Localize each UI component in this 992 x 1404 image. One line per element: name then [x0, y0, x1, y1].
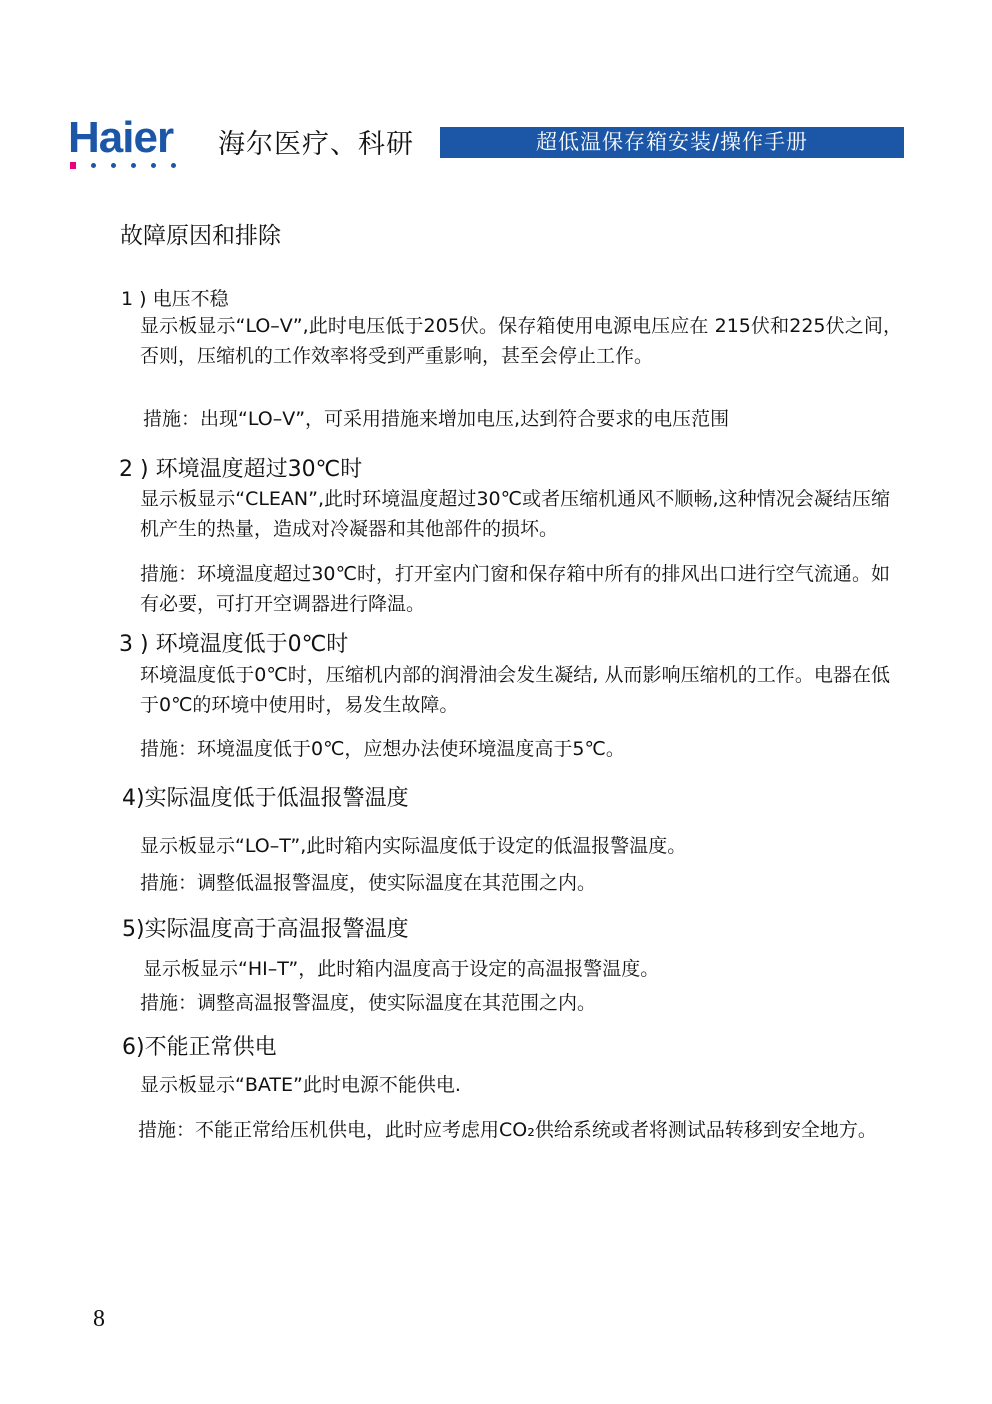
manual-title-bar: 超低温保存箱安装/操作手册 — [440, 127, 904, 158]
item-3-description: 环境温度低于0℃时，压缩机内部的润滑油会发生凝结, 从而影响压缩机的工作。电器在低于0℃的环境中使用时，易发生故障。 — [140, 664, 890, 716]
logo-dot — [111, 163, 116, 168]
item-6-heading: 6)不能正常供电 — [122, 1035, 277, 1060]
item-5-measure: 措施：调整高温报警温度，使实际温度在其范围之内。 — [140, 992, 597, 1014]
item-4-heading: 4)实际温度低于低温报警温度 — [122, 786, 409, 811]
item-3-heading: 3 ) 环境温度低于0℃时 — [119, 632, 349, 657]
page-number: 8 — [93, 1306, 105, 1332]
logo-dot — [151, 163, 156, 168]
logo-wordmark: Haier — [68, 113, 174, 162]
item-1-description: 显示板显示“LO–V”,此时电压低于205伏。保存箱使用电源电压应在 215伏和225伏之间，否则，压缩机的工作效率将受到严重影响，甚至会停止工作。 — [140, 315, 902, 367]
item-1-heading: 1 ) 电压不稳 — [121, 288, 229, 310]
item-6-measure: 措施：不能正常给压机供电，此时应考虑用CO₂供给系统或者将测试品转移到安全地方。 — [138, 1119, 877, 1141]
item-5-description: 显示板显示“HI–T”，此时箱内温度高于设定的高温报警温度。 — [143, 958, 660, 980]
item-4-measure: 措施：调整低温报警温度，使实际温度在其范围之内。 — [140, 872, 597, 894]
item-3-measure: 措施：环境温度低于0℃，应想办法使环境温度高于5℃。 — [140, 738, 625, 760]
item-1-measure: 措施：出现“LO–V”，可采用措施来增加电压,达到符合要求的电压范围 — [143, 408, 730, 430]
item-2-heading: 2 ) 环境温度超过30℃时 — [119, 457, 363, 482]
logo-dot — [91, 163, 96, 168]
logo-dot — [131, 163, 136, 168]
item-5-heading: 5)实际温度高于高温报警温度 — [122, 917, 409, 942]
item-6-description: 显示板显示“BATE”此时电源不能供电. — [140, 1074, 461, 1096]
item-2-measure: 措施：环境温度超过30℃时，打开室内门窗和保存箱中所有的排风出口进行空气流通。如有必要，可打开空调器进行降温。 — [140, 563, 890, 615]
item-4-description: 显示板显示“LO–T”,此时箱内实际温度低于设定的低温报警温度。 — [140, 835, 687, 857]
item-2-description: 显示板显示“CLEAN”,此时环境温度超过30℃或者压缩机通风不顺畅,这种情况会凝结压缩机产生的热量，造成对冷凝器和其他部件的损坏。 — [140, 488, 890, 540]
haier-logo — [68, 113, 196, 170]
company-name: 海尔医疗、科研 — [218, 129, 414, 160]
section-title: 故障原因和排除 — [120, 223, 281, 249]
logo-dot — [171, 163, 176, 168]
logo-dot-magenta — [70, 162, 76, 169]
logo-dots — [70, 161, 190, 169]
